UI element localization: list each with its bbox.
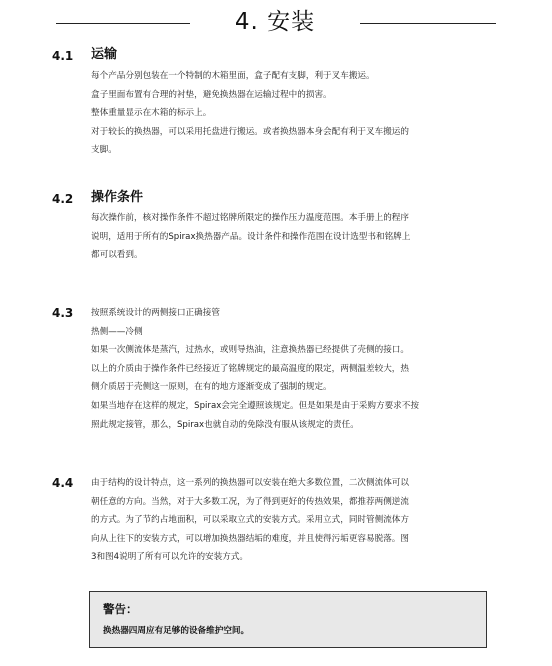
- paragraph-line: 3和图4说明了所有可以允许的安装方式。: [91, 552, 249, 563]
- section-number: 4.1: [52, 49, 74, 63]
- paragraph-line: 对于较长的换热器，可以采用托盘进行搬运。或者换热器本身会配有利于叉车搬运的: [91, 126, 409, 137]
- paragraph-line: 都可以看到。: [91, 250, 143, 261]
- section-number: 4.4: [52, 476, 74, 490]
- paragraph-line: 向从上往下的安装方式，可以增加换热器结垢的难度，并且使得污垢更容易脱落。图: [91, 533, 409, 544]
- paragraph-line: 每次操作前，核对操作条件不超过铭牌所限定的操作压力温度范围。本手册上的程序: [91, 213, 409, 223]
- paragraph-line: 盒子里面布置有合理的衬垫，避免换热器在运输过程中的损害。: [91, 89, 332, 100]
- section-number: 4.2: [52, 192, 74, 206]
- chapter-title: 4. 安装: [234, 9, 316, 35]
- header-rule-left: [56, 23, 190, 24]
- paragraph-line: 整体重量显示在木箱的标示上。: [91, 108, 212, 119]
- section-body: [91, 209, 491, 265]
- paragraph-line: 每个产品分别包装在一个特制的木箱里面，盒子配有支脚，利于叉车搬运。: [91, 71, 375, 81]
- section-title: 运输: [91, 47, 118, 62]
- warning-text: 换热器四周应有足够的设备维护空间。: [103, 626, 250, 636]
- section-body: [91, 67, 491, 160]
- paragraph-line: 照此规定接管，那么，Spirax也就自动的免除没有服从该规定的责任。: [91, 419, 359, 430]
- section-body: [91, 474, 491, 567]
- section-title: 操作条件: [91, 190, 144, 205]
- header-rule-right: [360, 23, 496, 24]
- paragraph-line: 朝任意的方向。当然，对于大多数工况，为了得到更好的传热效果，都推荐两侧逆流: [91, 496, 409, 507]
- paragraph-line: 如果当地存在这样的规定，Spirax会完全遵照该规定。但是如果是由于采购方要求不按: [91, 400, 419, 411]
- paragraph-line: 支脚。: [91, 145, 117, 156]
- section-body: [91, 304, 491, 434]
- paragraph-line: 按照系统设计的两侧接口正确接管: [91, 308, 220, 318]
- warning-title: 警告：: [103, 602, 138, 616]
- paragraph-line: 侧介质居于壳侧这一原则，在有的地方逐渐变成了强制的规定。: [91, 382, 332, 393]
- chapter-header: [0, 6, 552, 38]
- paragraph-line: 热侧——冷侧: [91, 326, 143, 337]
- paragraph-line: 由于结构的设计特点，这一系列的换热器可以安装在绝大多数位置，二次侧流体可以: [91, 478, 409, 488]
- paragraph-line: 如果一次侧流体是蒸汽，过热水，或则导热油，注意换热器已经提供了壳侧的接口。: [91, 345, 409, 356]
- paragraph-line: 说明，适用于所有的Spirax换热器产品。设计条件和操作范围在设计选型书和铭牌上: [91, 231, 411, 242]
- paragraph-line: 的方式。为了节约占地面积，可以采取立式的安装方式。采用立式，同时管侧流体方: [91, 515, 409, 526]
- section-number: 4.3: [52, 306, 74, 320]
- paragraph-line: 以上的介质由于操作条件已经接近了铭牌规定的最高温度的限定，两侧温差较大，热: [91, 363, 409, 374]
- warning-box: [89, 591, 487, 648]
